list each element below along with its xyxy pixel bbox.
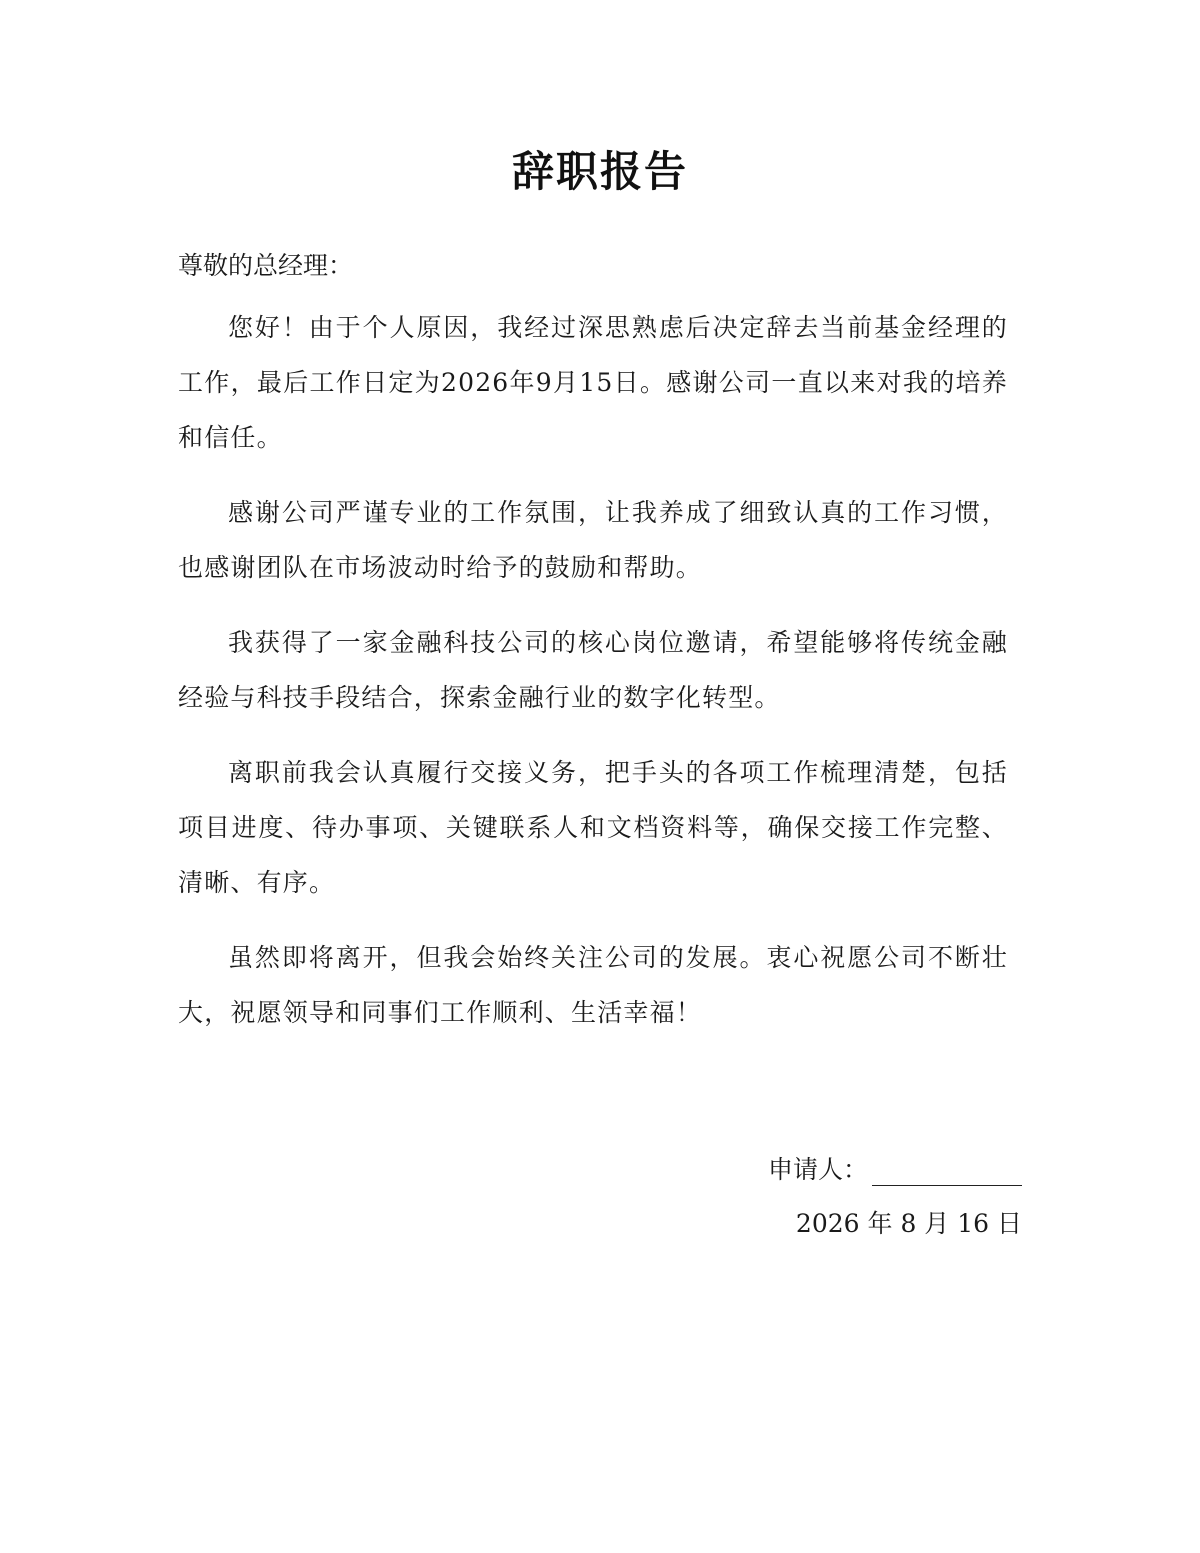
paragraph: 感谢公司严谨专业的工作氛围，让我养成了细致认真的工作习惯，也感谢团队在市场波动时给予的鼓励和帮助。: [178, 498, 1008, 582]
paragraph: 离职前我会认真履行交接义务，把手头的各项工作梳理清楚，包括项目进度、待办事项、关键联系人和文档资料等，确保交接工作完整、清晰、有序。: [178, 758, 1008, 897]
salutation: 尊敬的总经理：: [178, 251, 354, 280]
document-title: 辞职报告: [511, 147, 688, 196]
signature-block: [768, 1138, 1022, 1244]
applicant-line: [768, 1138, 1022, 1186]
paragraph: 您好！由于个人原因，我经过深思熟虑后决定辞去当前基金经理的工作，最后工作日定为2026年9月15日。感谢公司一直以来对我的培养和信任。: [178, 313, 1008, 452]
paragraph: 我获得了一家金融科技公司的核心岗位邀请，希望能够将传统金融经验与科技手段结合，探索金融行业的数字化转型。: [178, 628, 1008, 712]
signature-date: 2026 年 8 月 16 日: [795, 1209, 1022, 1238]
applicant-label: 申请人：: [767, 1155, 868, 1184]
paragraph: 虽然即将离开，但我会始终关注公司的发展。衷心祝愿公司不断壮大，祝愿领导和同事们工作顺利、生活幸福！: [178, 943, 1008, 1027]
letter-body: [178, 300, 1008, 1060]
signature-blank: [872, 1155, 1022, 1186]
